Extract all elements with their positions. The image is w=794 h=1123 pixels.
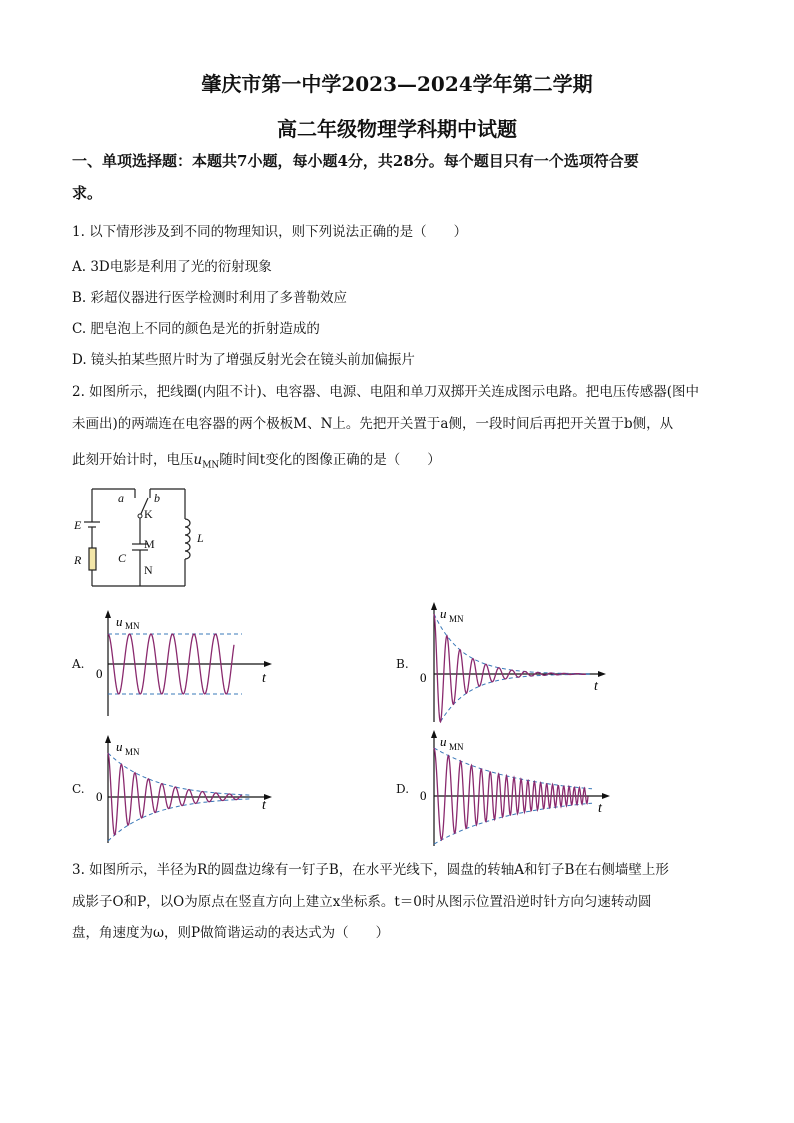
q2-u-symbol: u [193,452,203,468]
graph-b-y-label: u [440,606,447,621]
graph-option-d [416,730,616,848]
circuit-label-m: M [144,537,155,551]
graph-option-label-d: D. [396,782,410,796]
circuit-label-n: N [144,563,153,577]
graph-b-origin: 0 [420,670,427,685]
circuit-diagram [70,484,210,594]
graph-b-envelope-bottom [434,674,592,724]
graph-c-envelope-top [108,753,252,795]
section-heading-line1: 一、单项选择题：本题共7小题，每小题4分，共28分。每个题目只有一个选项符合要 [72,152,639,170]
section-heading-line2: 求。 [72,184,103,202]
graph-d-curve [434,748,588,840]
q2-line3-pre: 此刻开始计时，电压 [72,452,194,468]
circuit-label-b: b [154,491,160,505]
graph-option-a [92,608,282,718]
q3-line3: 盘，角速度为ω，则P做简谐运动的表达式为（ ） [72,925,390,941]
graph-a-x-label: t [262,671,266,686]
graph-option-label-a: A. [72,657,85,671]
graph-d-y-label: u [440,734,447,749]
graph-d-x-label: t [598,801,602,816]
graph-a-origin: 0 [96,666,103,681]
circuit-label-k: K [144,507,153,521]
circuit-label-r: R [74,553,82,567]
q2-line3 [72,448,441,471]
graph-d-origin: 0 [420,788,427,803]
q2-line3-post: 随时间t变化的图像正确的是（ ） [219,452,441,468]
q3-line2: 成影子O和P，以O为原点在竖直方向上建立x坐标系。t＝0时从图示位置沿逆时针方向匀速转动圆 [72,894,652,910]
graph-option-b [416,602,616,724]
q1-option-a: A. 3D电影是利用了光的衍射现象 [72,259,272,275]
graph-a-y-sub: MN [125,621,140,631]
graph-option-label-c: C. [72,782,85,796]
q1-stem: 1. 以下情形涉及到不同的物理知识，则下列说法正确的是（ ） [72,224,468,240]
circuit-label-a: a [118,491,124,505]
graph-b-y-sub: MN [449,614,464,624]
graph-b-curve [434,614,586,722]
graph-a-y-label: u [116,614,123,629]
graph-c-x-label: t [262,798,266,813]
q3-line1: 3. 如图所示，半径为R的圆盘边缘有一钉子B，在水平光线下，圆盘的转轴A和钉子B在右侧墙壁上形 [72,862,669,878]
q2-line1: 2. 如图所示，把线圈(内阻不计)、电容器、电源、电阻和单刀双掷开关连成图示电路。把电压传感器(图中 [72,384,699,400]
q1-option-b: B. 彩超仪器进行医学检测时利用了多普勒效应 [72,290,348,306]
graph-c-y-sub: MN [125,747,140,757]
exam-title-line1: 肇庆市第一中学2023—2024学年第二学期 [201,72,593,96]
q2-u-sub: MN [202,460,220,471]
q1-option-c: C. 肥皂泡上不同的颜色是光的折射造成的 [72,321,320,337]
graph-c-y-label: u [116,739,123,754]
graph-d-y-sub: MN [449,742,464,752]
graph-c-curve [108,753,242,835]
exam-title-line2: 高二年级物理学科期中试题 [277,117,517,141]
graph-option-c [92,733,282,845]
graph-c-origin: 0 [96,789,103,804]
circuit-label-e: E [74,518,82,532]
circuit-label-c: C [118,551,127,565]
q1-option-d: D. 镜头拍某些照片时为了增强反射光会在镜头前加偏振片 [72,352,415,368]
circuit-label-l: L [197,531,204,545]
graph-b-x-label: t [594,679,598,694]
graph-option-label-b: B. [396,657,409,671]
q2-line2: 未画出)的两端连在电容器的两个极板M、N上。先把开关置于a侧，一段时间后再把开关置于b侧，从 [72,416,674,432]
